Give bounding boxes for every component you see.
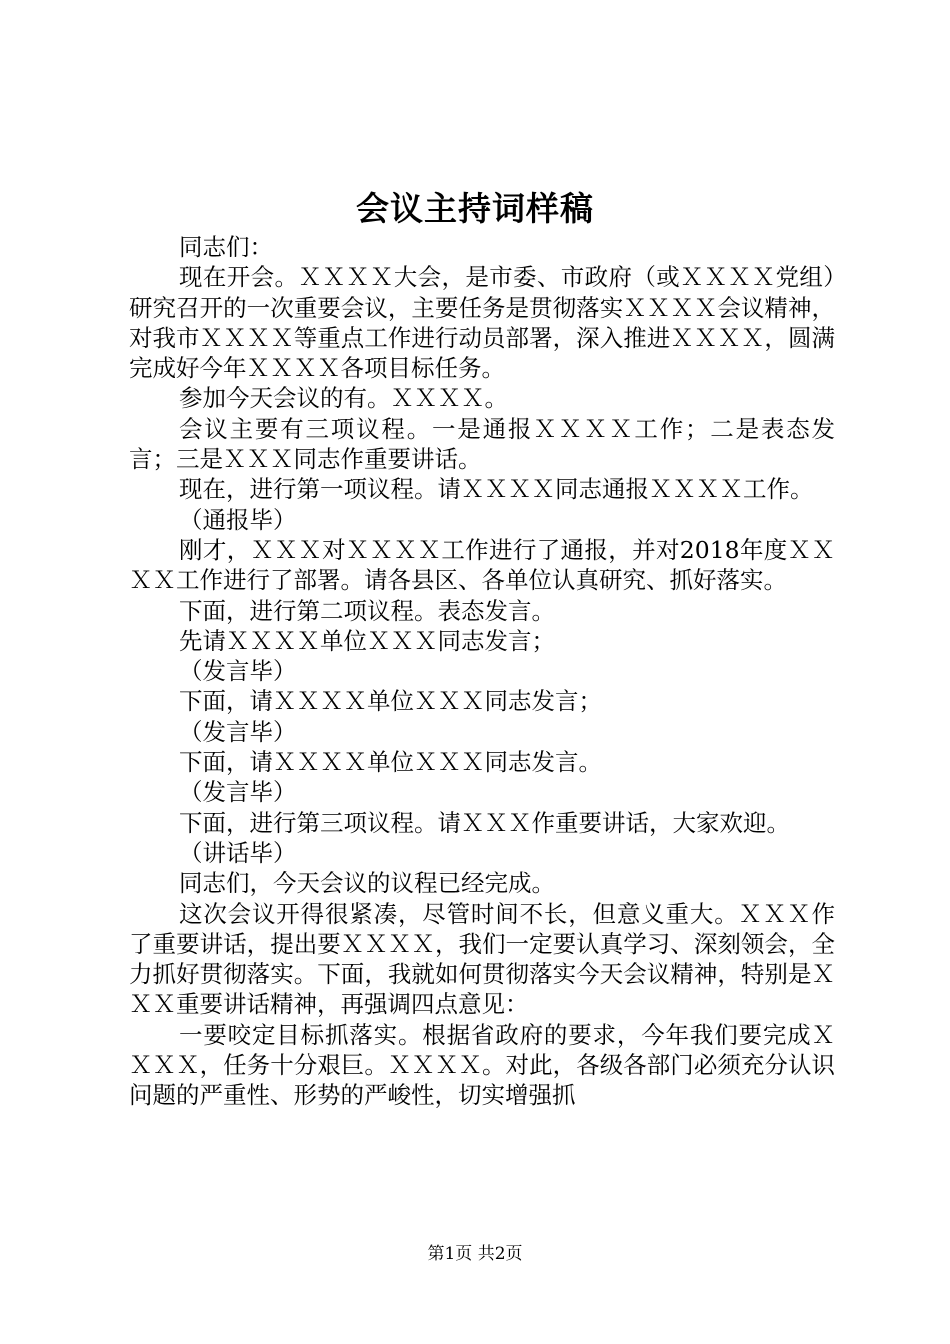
paragraph: 现在，进行第一项议程。请ＸＸＸＸ同志通报ＸＸＸＸ工作。 <box>179 475 814 504</box>
paragraph: 会议主要有三项议程。一是通报ＸＸＸＸ工作；二是表态发言；三是ＸＸＸ同志作重要讲话。 <box>129 414 835 474</box>
paragraph: 这次会议开得很紧凑，尽管时间不长，但意义重大。ＸＸＸ作了重要讲话，提出要ＸＸＸＸ，我们一定要认真学习、深刻领会，全力抓好贯彻落实。下面，我就如何贯彻落实今天会议精神，特别是ＸＸＸ重要讲话精神，再强调四点意见： <box>129 899 835 1019</box>
paragraph: 同志们： <box>179 233 273 261</box>
paragraph: 现在开会。ＸＸＸＸ大会，是市委、市政府（或ＸＸＸＸ党组）研究召开的一次重要会议，主要任务是贯彻落实ＸＸＸＸ会议精神，对我市ＸＸＸＸ等重点工作进行动员部署，深入推进ＸＸＸＸ，圆满完成好今年ＸＸＸＸ各项目标任务。 <box>129 263 835 383</box>
paragraph: （发言毕） <box>179 778 297 807</box>
document-title: 会议主持词样稿 <box>356 189 594 228</box>
paragraph: 下面，进行第二项议程。表态发言。 <box>179 596 555 625</box>
paragraph: 参加今天会议的有。ＸＸＸＸ。 <box>179 384 508 413</box>
paragraph: 下面，进行第三项议程。请ＸＸＸ作重要讲话，大家欢迎。 <box>179 808 790 837</box>
paragraph: 一要咬定目标抓落实。根据省政府的要求，今年我们要完成ＸＸＸＸ，任务十分艰巨。ＸＸＸＸ。对此，各级各部门必须充分认识问题的严重性、形势的严峻性，切实增强抓 <box>129 1020 835 1110</box>
paragraph: （发言毕） <box>179 657 297 686</box>
paragraph: 刚才，ＸＸＸ对ＸＸＸＸ工作进行了通报，并对2018年度ＸＸＸＸ工作进行了部署。请各县区、各单位认真研究、抓好落实。 <box>129 535 835 595</box>
paragraph: （发言毕） <box>179 717 297 746</box>
paragraph: （讲话毕） <box>179 838 297 867</box>
paragraph: （通报毕） <box>179 505 297 534</box>
paragraph: 下面，请ＸＸＸＸ单位ＸＸＸ同志发言； <box>179 687 602 716</box>
paragraph: 下面，请ＸＸＸＸ单位ＸＸＸ同志发言。 <box>179 748 602 777</box>
paragraph: 同志们，今天会议的议程已经完成。 <box>179 869 555 898</box>
paragraph: 先请ＸＸＸＸ单位ＸＸＸ同志发言； <box>179 626 555 655</box>
page-indicator: 第1页 共2页 <box>427 1244 523 1264</box>
document-body <box>129 232 835 1111</box>
